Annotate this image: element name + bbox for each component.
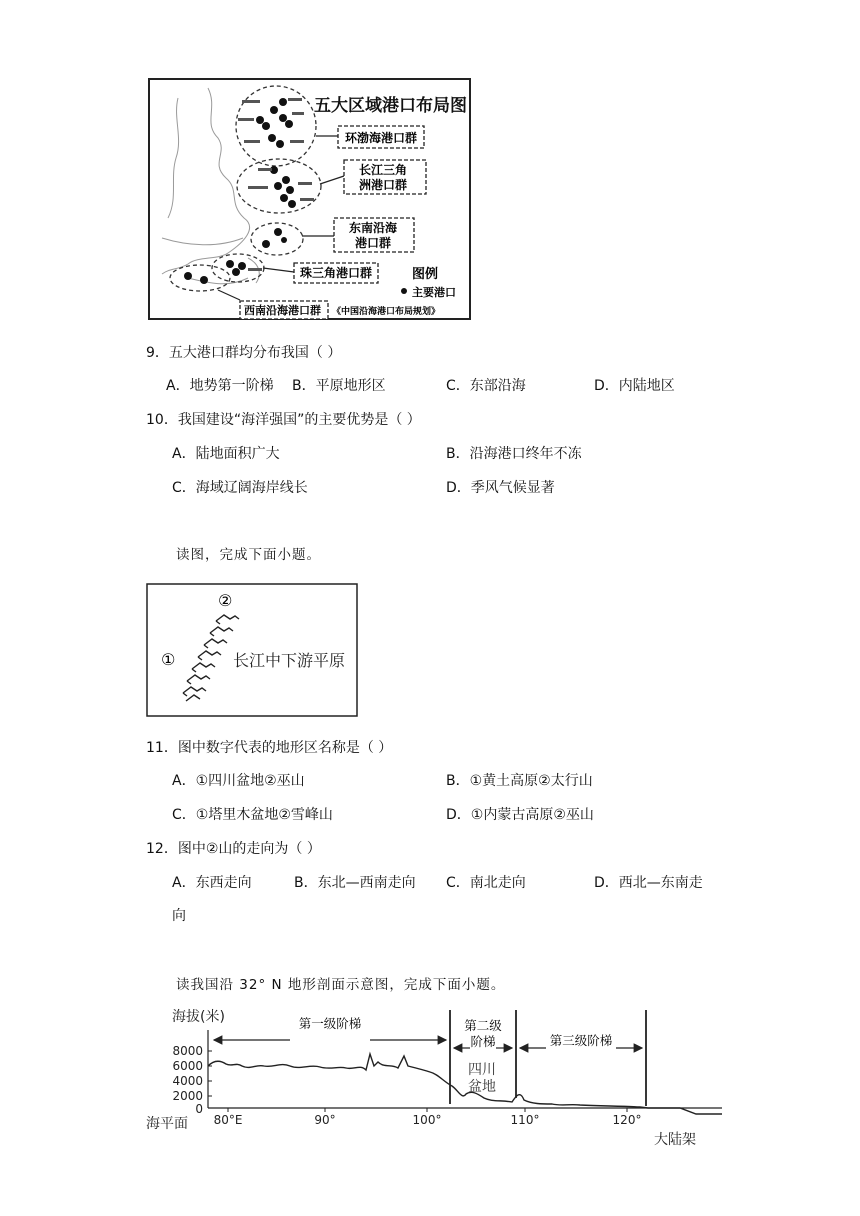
intro-read-map: 读图，完成下面小题。 <box>176 547 321 563</box>
q12-option-d[interactable]: D．西北—东南走 <box>594 875 703 891</box>
ytick-0: 0 <box>195 1102 203 1116</box>
terrain-sketch-svg <box>146 583 358 717</box>
xtick-120: 120° <box>612 1113 642 1127</box>
profile-ylabel: 海拔(米) <box>172 1009 225 1025</box>
q10-option-a[interactable]: A．陆地面积广大 <box>172 446 280 462</box>
step2-label-line2: 阶梯 <box>470 1034 496 1049</box>
q9-option-b[interactable]: B．平原地形区 <box>292 378 386 394</box>
q10-option-b[interactable]: B．沿海港口终年不冻 <box>446 446 582 462</box>
ytick-8000: 8000 <box>172 1044 203 1058</box>
q12-stem: 12．图中②山的走向为（ ） <box>146 841 321 857</box>
q10-option-c[interactable]: C．海域辽阔海岸线长 <box>172 480 308 496</box>
elevation-profile-line <box>208 1054 722 1114</box>
group-yangtze-line2: 洲港口群 <box>359 178 408 192</box>
ytick-4000: 4000 <box>172 1074 203 1088</box>
q12-option-d-wrap: 向 <box>172 908 186 924</box>
intro-profile: 读我国沿 32° N 地形剖面示意图，完成下面小题。 <box>176 977 506 993</box>
q11-option-d[interactable]: D．①内蒙古高原②巫山 <box>446 807 594 823</box>
basin-label-line1: 四川 <box>468 1062 496 1078</box>
terrain-sketch-map <box>146 583 358 717</box>
q12-option-c[interactable]: C．南北走向 <box>446 875 526 891</box>
q11-option-c[interactable]: C．①塔里木盆地②雪峰山 <box>172 807 333 823</box>
q9-option-c[interactable]: C．东部沿海 <box>446 378 526 394</box>
xtick-100: 100° <box>412 1113 442 1127</box>
group-southeast-line1: 东南沿海 <box>349 221 398 235</box>
port-layout-map-svg <box>148 78 471 320</box>
xtick-80E: 80°E <box>213 1113 243 1127</box>
plain-label: 长江中下游平原 <box>233 651 346 670</box>
q11-option-a[interactable]: A．①四川盆地②巫山 <box>172 773 305 789</box>
label-2: ② <box>218 591 233 610</box>
basin-label-line2: 盆地 <box>468 1079 496 1095</box>
group-yangtze-line1: 长江三角 <box>359 163 408 177</box>
label-1: ① <box>161 650 176 669</box>
group-bohai: 环渤海港口群 <box>345 131 418 145</box>
step3-label: 第三级阶梯 <box>549 1033 613 1048</box>
q9-stem: 9．五大港口群均分布我国（ ） <box>146 345 342 361</box>
q9-option-d[interactable]: D．内陆地区 <box>594 378 675 394</box>
port-layout-map <box>148 78 471 320</box>
q11-stem: 11．图中数字代表的地形区名称是（ ） <box>146 740 393 756</box>
step2-label-line1: 第二级 <box>464 1018 502 1033</box>
q10-stem: 10．我国建设“海洋强国”的主要优势是（ ） <box>146 412 421 428</box>
xtick-90: 90° <box>314 1113 336 1127</box>
group-southeast-line2: 港口群 <box>355 236 392 250</box>
ytick-6000: 6000 <box>172 1059 203 1073</box>
ytick-2000: 2000 <box>172 1089 203 1103</box>
sea-level-label: 海平面 <box>146 1116 188 1132</box>
map1-source: 《中国沿海港口布局规划》 <box>332 307 441 317</box>
q9-option-a[interactable]: A．地势第一阶梯 <box>166 378 274 394</box>
continental-shelf-label: 大陆架 <box>654 1132 696 1148</box>
terrain-profile-svg <box>140 1004 730 1154</box>
group-southwest: 西南沿海港口群 <box>244 304 321 317</box>
q12-option-a[interactable]: A．东西走向 <box>172 875 252 891</box>
legend-item: 主要港口 <box>412 286 456 299</box>
group-pearl: 珠三角港口群 <box>300 266 373 280</box>
step1-label: 第一级阶梯 <box>298 1016 362 1031</box>
q10-option-d[interactable]: D．季风气候显著 <box>446 480 555 496</box>
q12-option-b[interactable]: B．东北—西南走向 <box>294 875 416 891</box>
terrain-profile-chart <box>140 1004 730 1154</box>
q11-option-b[interactable]: B．①黄土高原②太行山 <box>446 773 593 789</box>
legend-dot-icon <box>401 288 407 294</box>
xtick-110: 110° <box>510 1113 540 1127</box>
map1-title: 五大区域港口布局图 <box>314 96 467 116</box>
legend-title: 图例 <box>412 267 439 282</box>
map2-frame <box>147 584 357 716</box>
